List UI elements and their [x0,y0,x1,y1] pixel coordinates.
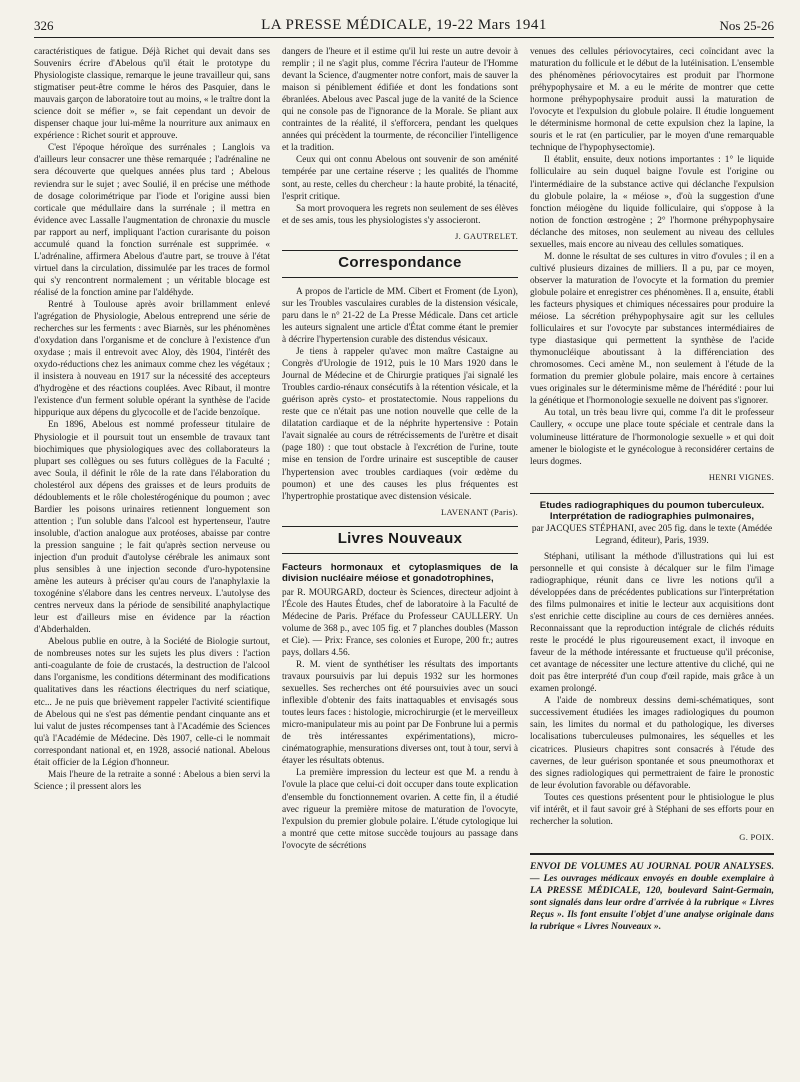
signature-gautrelet: J. GAUTRELET. [455,230,518,241]
column-2 [282,46,518,852]
paragraph: Sa mort provoquera les regrets non seulement de ses élèves et de ses amis, tous les physiologistes s'y associeront. [282,203,518,226]
header-rule [34,37,774,38]
paragraph: Abelous publie en outre, à la Société de Biologie surtout, de nombreuses notes sur les sujets les plus divers : l'action anti-coagulante de foie de crustacés, la destruction de l'alcool dans l'organisme, les conditions déterminant des modifications qualitatives dans les réactions électriques du nerf sciatique, etc... Je ne puis que brièvement rappeler l'activité scientifique de Abelous qui ne s'est pas démentie pendant cinquante ans et lui valut de justes récompenses tant à l'Académie des Sciences qu'à l'Académie de Médecine. Dès 1907, celle-ci le nommait correspondant national et, en 1928, associé national. Abelous était officier de la Légion d'honneur. [34,637,270,768]
paragraph: A l'aide de nombreux dessins demi-schématiques, sont successivement étudiées les images radiologiques du poumon sain, les limites du normal et du pathologique, les diverses localisations tuberculeuses pulmonaires, les séquelles et les cicatrices. Plusieurs chapitres sont consacrés à l'étude des cavernes, de leur guérison spontanée et sous pneumothorax et des signes radiologiques qui permettraient de faire le pronostic de leur évolution favorable ou défavorable. [530,696,774,791]
paragraph: A propos de l'article de MM. Cibert et Froment (de Lyon), sur les Troubles vasculaires curables de la distension vésicale, paru dans le n° 21-22 de La Presse Médicale. Dans cet article les auteurs signalent une article d'État comme étant le premier à décrire l'hypertension curable des distendus vésicaux. [282,286,518,345]
correspondance-section-header [282,250,518,278]
divider [530,493,774,494]
book-title: Facteurs hormonaux et cytoplasmiques de la division nucléaire méiose et gonadotrophines, [282,561,518,585]
signature-vignes: HENRI VIGNES. [708,471,774,482]
paragraph: Je tiens à rappeler qu'avec mon maître Castaigne au Congrès d'Urologie de 1912, puis le 10 Mars 1920 dans le Journal de Médecine et de Chirurgie pratiques j'ai signalé les Troubles cardio-rénaux consécutifs à la rétention vésicale, et la guérison après cysto- et prostatectomie. Nous rappelions du reste que ce n'était pas une notion nouvelle que celle de la dilatation cardiaque et de la néphrite hypertensive : Potain l'avait signalée au cours de rétrécissements de l'urètre et disait (page 180) : que tout obstacle à l'excrétion de l'urine, toute mise en tension de l'ordre urinaire est susceptible de causer l'hypertension avec troubles cardiaques (voir œdème du poumon) et une des causes les plus fréquentes est l'hypertrophie prostatique avec distension vésicale. [282,347,518,502]
paragraph: venues des cellules périovocytaires, ceci coïncidant avec la maturation du follicule et le début de la lutéinisation. L'ensemble des phénomènes périovocytaires est produit par l'hormone préhypophysaire et M. a eu le mérite de montrer que cette hormone préhypophysaire produit aussi la maturation de l'ovocyte et l'expulsion du globule polaire. Il étudie longuement le déterminisme hormonal de cette expulsion chez la lapine, la souris et le rat (en particulier, par le moyen d'une remarquable technique de l'hypophysectomie). [530,47,774,154]
page-number: 326 [34,18,54,33]
paragraph: Toutes ces questions présentent pour le phtisiologue le plus vif intérêt, et il faut savoir gré à Stéphani de ses efforts pour en rechercher la solution. [530,792,774,827]
paragraph: Rentré à Toulouse après avoir brillamment enlevé l'agrégation de Physiologie, Abelous entreprend une série de recherches sur les ferments : avec Biarnès, sur les phénomènes d'oxydation dans l'organisme et de conclure à l'existence d'un oxydase ; mais il entrevoit avec Aloy, dès 1904, l'intérêt des oxydo-réductions chez les animaux comme chez les végétaux ; il insistera à nouveau en 1917 sur la nécessité des accepteurs d'hydrogène et des réactions couplées. Avec Ribaut, il montre l'existence d'un ferment soluble opérant la synthèse de l'acide hippurique aux dépens du glycocolle et de l'acide benzoïque. [34,299,270,419]
paragraph: M. donne le résultat de ses cultures in vitro d'ovules ; il en a cultivé plusieurs dizaines de milliers. Il a pu, par ce moyen, observer la maturation de l'ovocyte et la formation du premier globule polaire et enregistrer ces phénomènes. Il a, ensuite, établi les facteurs physiques et chimiques nécessaires pour produire la méiose. La sécrétion préhypophysaire agit sur les cellules folliculaires et sur l'ovocyte par substances intermédiaires de type diastasique qui permettent la synthèse de l'acide thymonucléique aboutissant à la différenciation des chromosomes. Ceci amène M., non seulement à l'étude de la formation du premier globule polaire, mais encore à certaines vues originales sur le déterminisme même de l'hérédité : pour lui la génétique et l'hormonologie sexuelle ne doivent pas s'ignorer. [530,251,774,407]
paragraph: Au total, un très beau livre qui, comme l'a dit le professeur Caullery, « occupe une place toute spéciale et centrale dans la volumineuse littérature de l'hormonologie sexuelle » et qui doit amener le biologiste et le gynécologue à reconsidérer certains de leurs dogmes. [530,408,774,467]
paragraph: Ceux qui ont connu Abelous ont souvenir de son aménité tempérée par une certaine réserve ; les qualités de l'homme sont, au reste, celles du chercheur : la haute probité, la ténacité, l'esprit critique. [282,155,518,202]
paragraph: C'est l'époque héroïque des surrénales ; Langlois va d'ailleurs leur consacrer une thèse remarquée ; l'adrénaline ne sera découverte que quelques années plus tard ; Abelous reviendra sur le sujet ; avec Soulié, il en précise une méthode de dosage colorimétrique par l'iode et l'origine aussi bien corticale que médullaire dans la surrénale ; il mettra en évidence avec Lassalle l'augmentation de chronaxie du muscle par rapport au nerf, impliquant l'action curarisante du poison accumulé quand la fonction surrénale est supprimée. « L'adrénaline, affirmera Abelous d'autre part, se trouve à l'état virtuel dans la circulation, dissimulée par les traces de formol qui s'y rencontrent normalement ; un véritable blocage est réalisé de la fonction amine par l'aldéhyde. [34,143,270,298]
paragraph: La première impression du lecteur est que M. a rendu à l'ovule la place que celui-ci doit occuper dans toute explication d'ensemble du fonctionnement ovarien. A cette fin, il a étudié avec rigueur la première mitose de maturation de l'ovocyte, l'expulsion du premier globule polaire. L'étude cytologique lui a montré que cette mitose succède toujours au passage dans l'ovocyte de sécrétions [282,768,518,851]
correspondance-heading: Correspondance [338,253,462,271]
signature-lavenant: LAVENANT (Paris). [440,506,518,517]
divider [530,853,774,855]
signature-poix: G. POIX. [739,831,774,842]
paragraph: Mais l'heure de la retraite a sonné : Abelous a bien servi la Science ; il pressent alors les [34,769,270,792]
column-1 [34,46,270,793]
paragraph: dangers de l'heure et il estime qu'il lui reste un autre devoir à remplir ; il ne s'agit plus, comme l'écrira l'auteur de l'Homme devant la Science, d'augmenter notre confort, mais de sauver la maison si péniblement édifiée et dont les fondations sont ébranlées. Abelous avec Pascal juge de la vanité de la Science qui ne console pas de l'ignorance de la Morale. Se pliant aux contraintes de la réalité, il s'efforcera, pendant les quelques années qui précèdent la tourmente, de réconcilier l'intelligence et la tradition. [282,47,518,154]
paragraph: caractéristiques de fatigue. Déjà Richet qui devait dans ses Souvenirs écrire d'Abelous qu'il était le prototype du Physiologiste classique, remarque le jeune travailleur qui, sans stigmatiser peut-être comme le héros des Pasquier, dans le mauvais garçon de laboratoire tout au moins, « le traître dont la science doit se méfier », se fait cependant un devoir de dispenser chaque jour lui-même la nourriture aux animaux en expérience : Richet sourit et approuve. [34,47,270,142]
book-credit: par JACQUES STÉPHANI, avec 205 fig. dans le texte (Amédée Legrand, éditeur), Paris, 1939. [531,523,773,546]
paragraph: Stéphani, utilisant la méthode d'illustrations qui lui est personnelle et qui consiste à décalquer sur le film l'image radiographique, réunit dans ce livre les notions qu'il a développées dans de précédentes publications sur l'interprétation des films pulmonaires et initie le lecteur aux acquisitions dont s'est enrichie cette discipline au cours de ces dernières années. Reconnaissant que la reproduction intégrale de clichés réduits reste le procédé le plus rigoureusement exact, il invoque en faveur de la méthode intéressante et fructueuse qu'il préconise, cet avantage de nécessiter une lecture attentive du cliché, qui ne doit pas être interprété d'un coup d'œil rapide, mais grâce à un examen prolongé. [530,551,774,695]
book-title: Etudes radiographiques du poumon tuberculeux. Interprétation de radiographies pulmonaires, [539,499,765,523]
notice-envoi-volumes: ENVOI DE VOLUMES AU JOURNAL POUR ANALYSES. — Les ouvrages médicaux envoyés en double exemplaire à LA PRESSE MÉDICALE, 120, boulevard Saint-Germain, sont signalés dans leur ordre d'arrivée à la rubrique « Livres Reçus ». Ils font ensuite l'objet d'une analyse originale dans la rubrique « Livres Nouveaux ». [530,860,774,932]
livres-section-header [282,526,518,554]
journal-title: LA PRESSE MÉDICALE, 19-22 Mars 1941 [261,17,547,33]
column-3 [530,46,774,933]
paragraph: R. M. vient de synthétiser les résultats des importants travaux poursuivis par lui depuis 1932 sur les hormones sexuelles. Ses recherches ont été poursuivies avec un souci inflexible d'obtenir des faits inattaquables et envisagés sous toutes leurs faces : histologie, microchirurgie (et le merveilleux micro-manipulateur mis au point par De Fonbrune lui a permis de très intéressantes expérimentations), micro-cinématographie, mensurations diverses ont, tout à tour, servi à étayer les résultats obtenus. [282,660,518,767]
book-details: par R. MOURGARD, docteur ès Sciences, directeur adjoint à l'École des Hautes Études, chef de laboratoire à la Faculté de Médecine de Paris. Préface du Professeur CAULLERY. Un volume de 368 p., avec 105 fig. et 7 planches doubles (Masson et Cie). — Prix: France, ses colonies et Europe, 200 fr.; autres pays, dollars 4.56. [282,587,518,658]
issue-number: Nos 25-26 [719,18,774,33]
livres-heading: Livres Nouveaux [337,529,463,547]
paragraph: En 1896, Abelous est nommé professeur titulaire de Physiologie et il poursuit tout un ensemble de travaux tant biochimiques que physiologiques avec des collaborateurs la plupart ses collègues ou ses futurs collègues de la Faculté ; avec Soula, il définit le rôle de la rate dans l'élaboration du cholestérol aux dépens des graisses et de leurs produits de dédoublements et le rôle cholestérogénique du poumon ; avec Bardier les poisons urinaires retiennent longuement son attention ; l'un soluble dans l'alcool est hypertenseur, l'autre insoluble, d'action analogue aux protéoses, abaisse par contre la pression sanguine ; le fait qu'après section nerveuse ou injection d'un produit d'autolyse cérébrale les animaux sont plus sensibles à une injection seconde d'uro-hypotensine amène les auteurs à préciser qu'au cours de l'anaphylaxie la toxogénine s'élabore dans les centres nerveux. L'autolyse des centres nerveux dans la période de sensibilité anaphylactique leur est d'ailleurs mise en évidence par la réaction d'Abderhalden. [34,420,270,636]
paragraph: Il établit, ensuite, deux notions importantes : 1° le liquide folliculaire au sein duquel baigne l'ovule est l'origine ou l'intermédiaire de la substance active qui déclanche l'expulsion du globule polaire, la « méiose », d'où la suggestion d'une fonction méiogène du liquide folliculaire, qui s'oppose à la notion de fonction œstrogène ; 2° l'hormone préhypophysaire déclanche des mitoses, non seulement au niveau des cellules sexuelles, mais encore au niveau des cellules somatiques. [530,155,774,250]
